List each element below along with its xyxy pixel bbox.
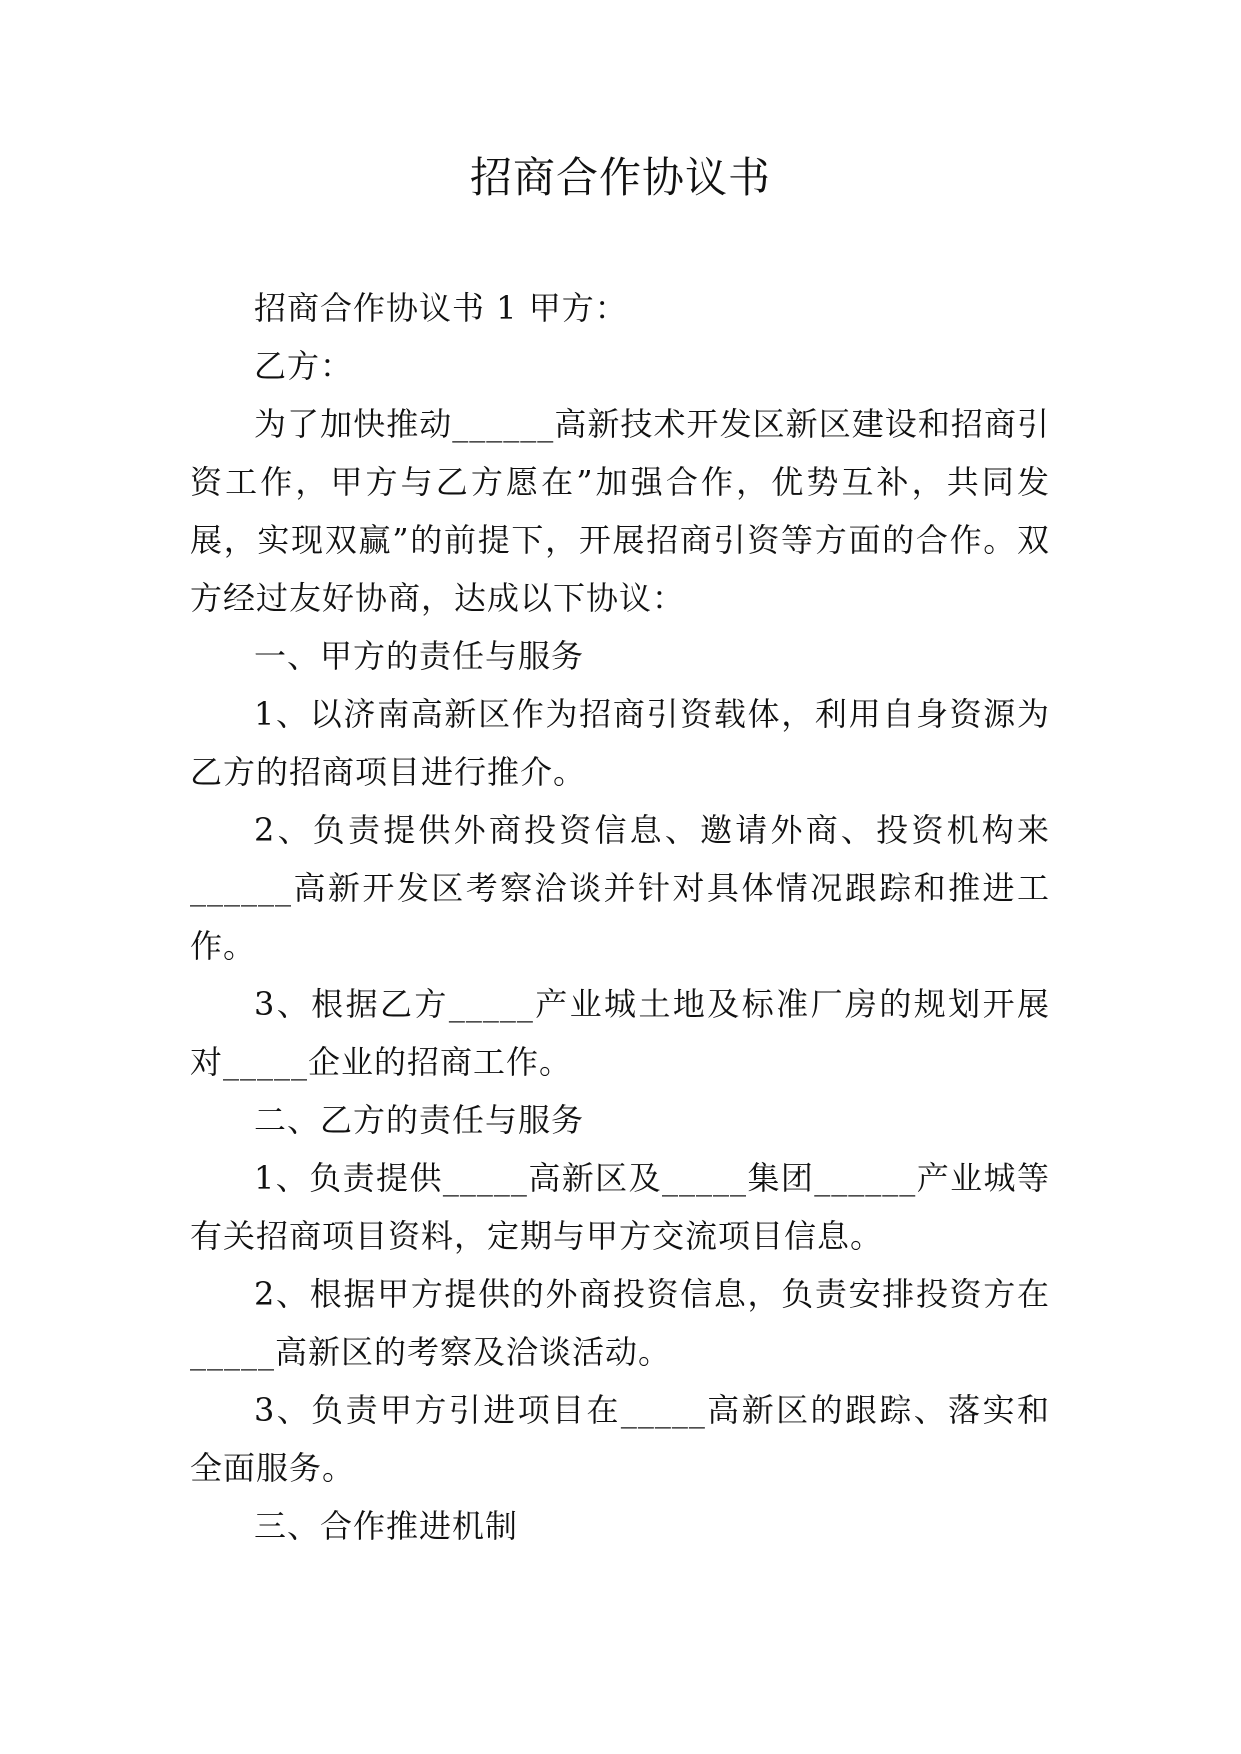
paragraph-party-a-3: 3、根据乙方_____产业城土地及标准厂房的规划开展对_____企业的招商工作。 — [190, 985, 1050, 1081]
paragraph-party-b-1: 1、负责提供_____高新区及_____集团______产业城等有关招商项目资料，定期与甲方交流项目信息。 — [190, 1159, 1050, 1255]
section-heading-cooperation: 三、合作推进机制 — [254, 1507, 519, 1545]
section-heading-party-a: 一、甲方的责任与服务 — [254, 637, 585, 675]
paragraph-intro: 为了加快推动______高新技术开发区新区建设和招商引资工作，甲方与乙方愿在”加强合作，优势互补，共同发展，实现双赢”的前提下，开展招商引资等方面的合作。双方经过友好协商，达成以下协议： — [190, 405, 1050, 617]
paragraph-party-b-2: 2、根据甲方提供的外商投资信息，负责安排投资方在_____高新区的考察及洽谈活动。 — [190, 1275, 1050, 1371]
document-body — [190, 279, 1050, 1555]
section-heading-party-b: 二、乙方的责任与服务 — [254, 1101, 585, 1139]
paragraph-party-b: 乙方： — [254, 347, 354, 385]
paragraph-party-a-1: 1、以济南高新区作为招商引资载体，利用自身资源为乙方的招商项目进行推介。 — [190, 695, 1050, 791]
document-title: 招商合作协议书 — [469, 153, 771, 202]
paragraph-party-a-2: 2、负责提供外商投资信息、邀请外商、投资机构来______高新开发区考察洽谈并针对具体情况跟踪和推进工作。 — [190, 811, 1050, 965]
paragraph-heading-line: 招商合作协议书 1 甲方： — [254, 289, 628, 327]
paragraph-party-b-3: 3、负责甲方引进项目在_____高新区的跟踪、落实和全面服务。 — [190, 1391, 1050, 1487]
